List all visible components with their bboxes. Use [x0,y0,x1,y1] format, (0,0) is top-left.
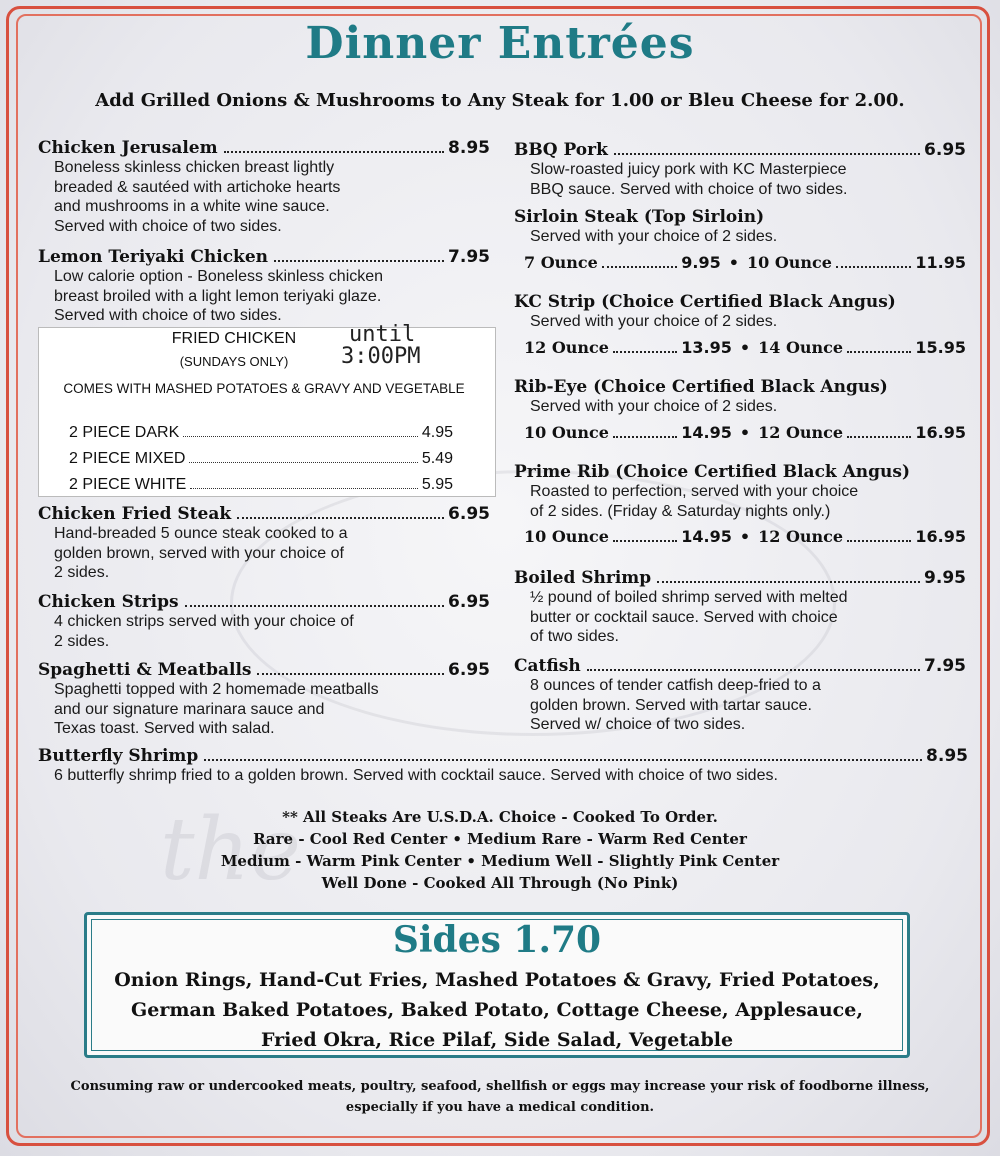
sides-title: Sides 1.70 [392,919,602,961]
item-description: 4 chicken strips served with your choice of 2 sides. [54,613,354,650]
menu-item [514,377,966,442]
size-prices: 7 Ounce 9.95 • 10 Ounce 11.95 [524,252,966,272]
menu-item [514,140,966,199]
steak-doneness-guide: ** All Steaks Are U.S.D.A. Choice - Cooked To Order. Rare - Cool Red Center • Medium Rare - Warm Red Center Medium - Warm Pink Center • Medium Well - Slightly Pink Center Well Done - Cooked All Through (No Pink) [220,808,780,892]
item-price: 7.95 [448,247,490,267]
fried-chicken-comes-with: COMES WITH MASHED POTATOES & GRAVY AND VEGETABLE [63,381,465,396]
item-price: 6.95 [924,140,966,160]
menu-item [38,138,490,236]
item-price: 7.95 [924,656,966,676]
item-price: 6.95 [448,660,490,680]
item-description: Low calorie option - Boneless skinless chicken breast broiled with a light lemon teriyaki glaze. Served with choice of two sides. [54,268,384,324]
page-title: Dinner Entrées [305,18,695,69]
menu-item [514,462,966,546]
item-description: Spaghetti topped with 2 homemade meatballs and our signature marinara sauce and Texas toast. Served with salad. [54,681,379,737]
item-description: 6 butterfly shrimp fried to a golden brown. Served with cocktail sauce. Served with choice of two sides. [54,767,778,784]
food-safety-notice: Consuming raw or undercooked meats, poultry, seafood, shellfish or eggs may increase your risk of foodborne illness, especially if you have a medical condition. [70,1079,930,1115]
menu-item [514,656,966,735]
item-description: Served with your choice of 2 sides. [530,313,778,330]
menu-item [514,207,966,272]
item-name: Boiled Shrimp [514,568,652,588]
item-description: Slow-roasted juicy pork with KC Masterpiece BBQ sauce. Served with choice of two sides. [530,161,848,198]
watermark-text: the [160,800,301,900]
item-price: 9.95 [924,568,966,588]
item-description: 8 ounces of tender catfish deep-fried to a golden brown. Served with tartar sauce. Served w/ choice of two sides. [530,677,821,733]
item-description: Served with your choice of 2 sides. [530,398,778,415]
item-price: 6.95 [448,592,490,612]
fried-chicken-sundays: (SUNDAYS ONLY) [179,354,289,369]
item-name: Lemon Teriyaki Chicken [38,247,269,267]
fried-chicken-row: 2 PIECE MIXED 5.49 [69,450,453,467]
fried-chicken-title: FRIED CHICKEN [171,330,297,347]
item-name: Chicken Strips [38,592,179,612]
item-price: 8.95 [926,746,968,766]
item-price: 6.95 [448,504,490,524]
menu-item [38,592,490,651]
item-name: Catfish [514,656,581,676]
item-description: ½ pound of boiled shrimp served with melted butter or cocktail sauce. Served with choice of two sides. [530,589,848,645]
menu-item [514,292,966,357]
fried-chicken-insert [38,322,496,497]
item-name: Sirloin Steak (Top Sirloin) [514,207,765,227]
menu-item [38,247,490,326]
item-description: Served with your choice of 2 sides. [530,228,778,245]
item-name: Chicken Fried Steak [38,504,232,524]
item-price: 8.95 [448,138,490,158]
item-description: Boneless skinless chicken breast lightly breaded & sautéed with artichoke hearts and mushrooms in a white wine sauce. Served with choice of two sides. [54,159,341,235]
sides-box [84,912,910,1058]
handwritten-note: until 3:00PM [341,322,421,369]
size-prices: 10 Ounce 14.95 • 12 Ounce 16.95 [524,422,967,442]
item-name: Chicken Jerusalem [38,138,218,158]
steak-addons-note: Add Grilled Onions & Mushrooms to Any Steak for 1.00 or Bleu Cheese for 2.00. [95,90,905,111]
menu-item [38,746,968,786]
size-prices: 10 Ounce 14.95 • 12 Ounce 16.95 [524,527,967,546]
item-name: Prime Rib (Choice Certified Black Angus) [514,462,911,482]
item-name: Spaghetti & Meatballs [38,660,252,680]
item-description: Roasted to perfection, served with your choice of 2 sides. (Friday & Saturday nights only.) [530,483,859,520]
menu-item [38,660,490,739]
item-description: Hand-breaded 5 ounce steak cooked to a golden brown, served with your choice of 2 sides. [54,525,348,581]
item-name: BBQ Pork [514,140,608,160]
fried-chicken-row: 2 PIECE WHITE 5.95 [69,476,453,493]
menu-item [514,568,966,647]
item-name: Rib-Eye (Choice Certified Black Angus) [514,377,888,397]
item-name: Butterfly Shrimp [38,746,199,766]
menu-item [38,504,490,583]
sides-list: Onion Rings, Hand-Cut Fries, Mashed Potatoes & Gravy, Fried Potatoes, German Baked Potatoes, Baked Potato, Cottage Cheese, Applesauce, Fried Okra, Rice Pilaf, Side Salad, Vegetable [114,969,880,1051]
fried-chicken-row: 2 PIECE DARK 4.95 [69,424,453,441]
size-prices: 12 Ounce 13.95 • 14 Ounce 15.95 [524,337,967,357]
item-name: KC Strip (Choice Certified Black Angus) [514,292,896,312]
